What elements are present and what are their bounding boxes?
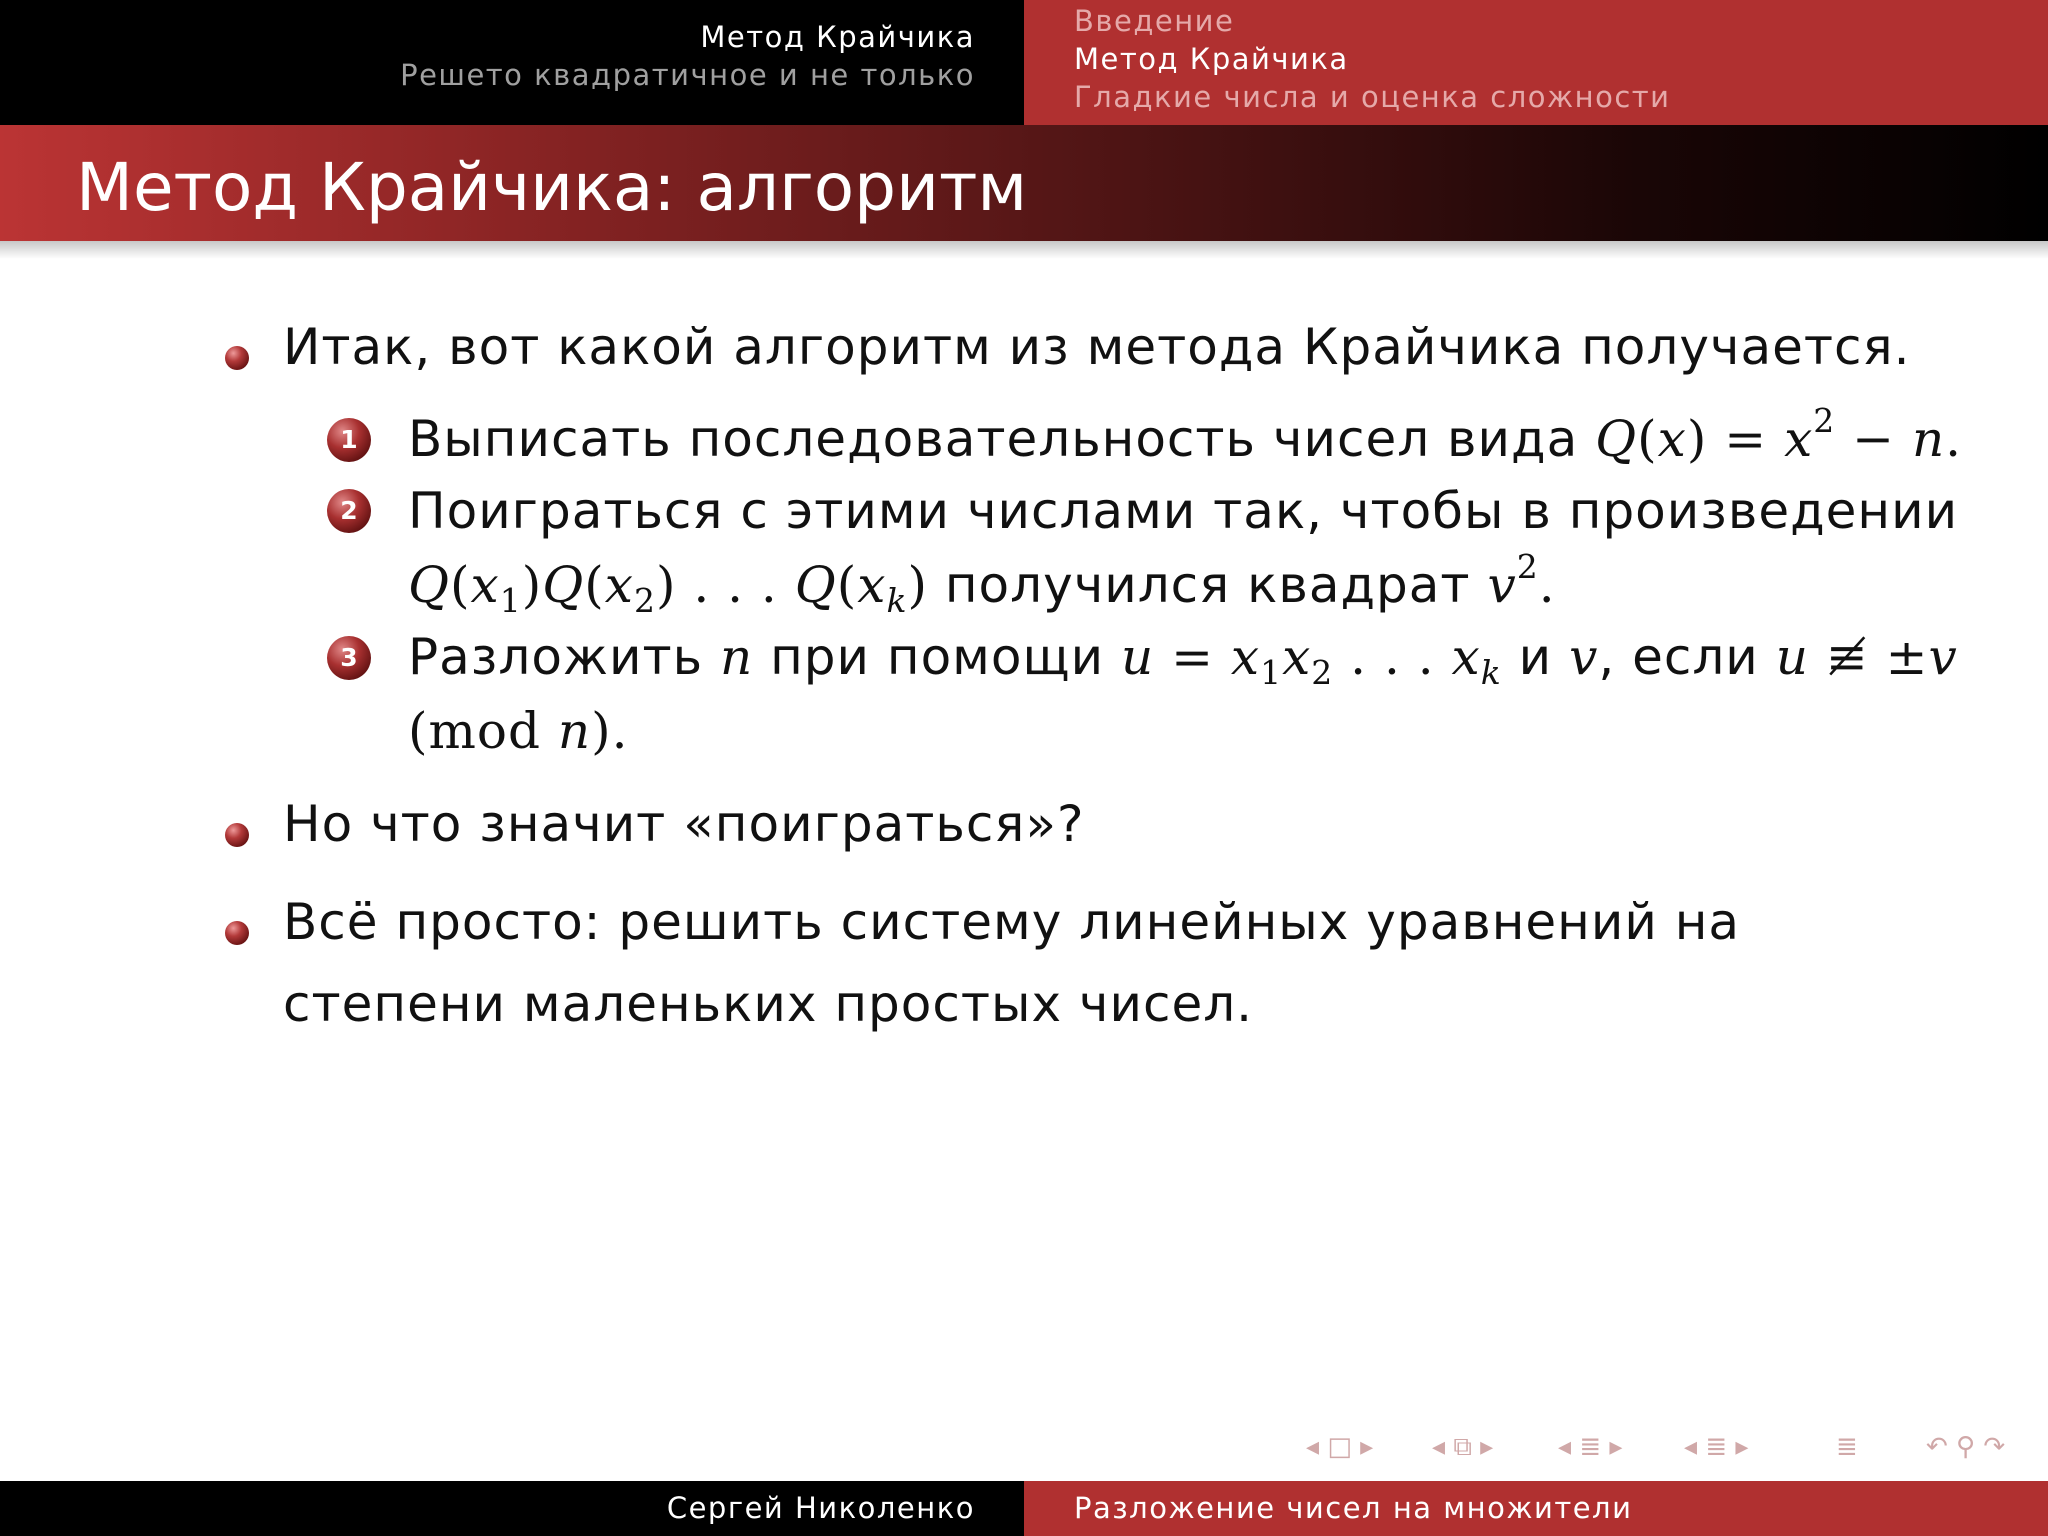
formula-condition: u ≢ ±v (1775, 628, 1958, 686)
section-link-intro[interactable]: Введение (1074, 4, 1235, 38)
footer-right (1024, 1481, 2048, 1536)
nav-document-icon[interactable]: ≣ (1836, 1432, 1858, 1462)
bullet-text-question: Но что значит «поиграться»? (283, 795, 1085, 853)
header-left (0, 0, 1024, 125)
formula-square: $v^2$. (1487, 547, 1556, 614)
nav-subsection-icon[interactable]: ◂ ⧉ ▸ (1432, 1432, 1494, 1462)
step-1-text: Выписать последовательность чисел вида $Q(x) = x^2 - n$. (408, 401, 1963, 468)
footer-left (0, 1481, 1024, 1536)
step-number-icon: 1 (327, 418, 371, 462)
formula-mod: (mod n). (408, 702, 629, 760)
nav-search-icon[interactable]: ↶ ⚲ ↷ (1926, 1432, 2006, 1462)
bullet-icon (225, 823, 249, 847)
bullet-text-answer-line1: Всё просто: решить систему линейных уравнений на (283, 893, 1741, 951)
bullet-icon (225, 921, 249, 945)
nav-subsection-list-icon[interactable]: ◂ ≣ ▸ (1684, 1432, 1749, 1462)
step-number-icon: 3 (327, 636, 371, 680)
footer-author: Сергей Николенко (666, 1491, 975, 1525)
section-link-smooth-numbers[interactable]: Гладкие числа и оценка сложности (1074, 80, 1671, 114)
step-number-icon: 2 (327, 489, 371, 533)
section-link-kraitchik[interactable]: Метод Крайчика (1074, 42, 1349, 76)
step-2-text-line2: $Q(x_1)Q(x_2)$ . . . $Q(x_k)$ получился квадрат $v^2$. (408, 547, 1556, 620)
bullet-icon (225, 346, 249, 370)
footer-talk-title: Разложение чисел на множители (1074, 1491, 1633, 1525)
formula-product: $Q(x_1)Q(x_2)$ . . . $Q(x_k)$ (408, 556, 928, 620)
formula-u: $u = x_1x_2$ . . . $x_k$ (1120, 628, 1502, 692)
slide-title: Метод Крайчика: алгоритм (76, 149, 1028, 226)
step-2-text-line1: Поиграться с этими числами так, чтобы в произведении (408, 482, 1959, 540)
bullet-text-answer-line2: степени маленьких простых чисел. (283, 975, 1254, 1033)
section-navigation (1024, 0, 2048, 125)
bullet-text-intro: Итак, вот какой алгоритм из метода Крайчика получается. (283, 318, 1911, 376)
header-title: Метод Крайчика (700, 20, 975, 54)
formula-q: $Q(x) = x^2 - n$. (1595, 401, 1963, 468)
slide-title-bar (0, 125, 2048, 241)
step-3-text-line1: Разложить n при помощи $u = x_1x_2$ . . . $x_k$ и v, если u ≢ ±v (408, 628, 1958, 692)
nav-frame-icon[interactable]: ◂ □ ▸ (1306, 1432, 1374, 1462)
title-shadow (0, 241, 2048, 259)
header-subtitle: Решето квадратичное и не только (400, 58, 975, 92)
nav-section-icon[interactable]: ◂ ≣ ▸ (1558, 1432, 1623, 1462)
